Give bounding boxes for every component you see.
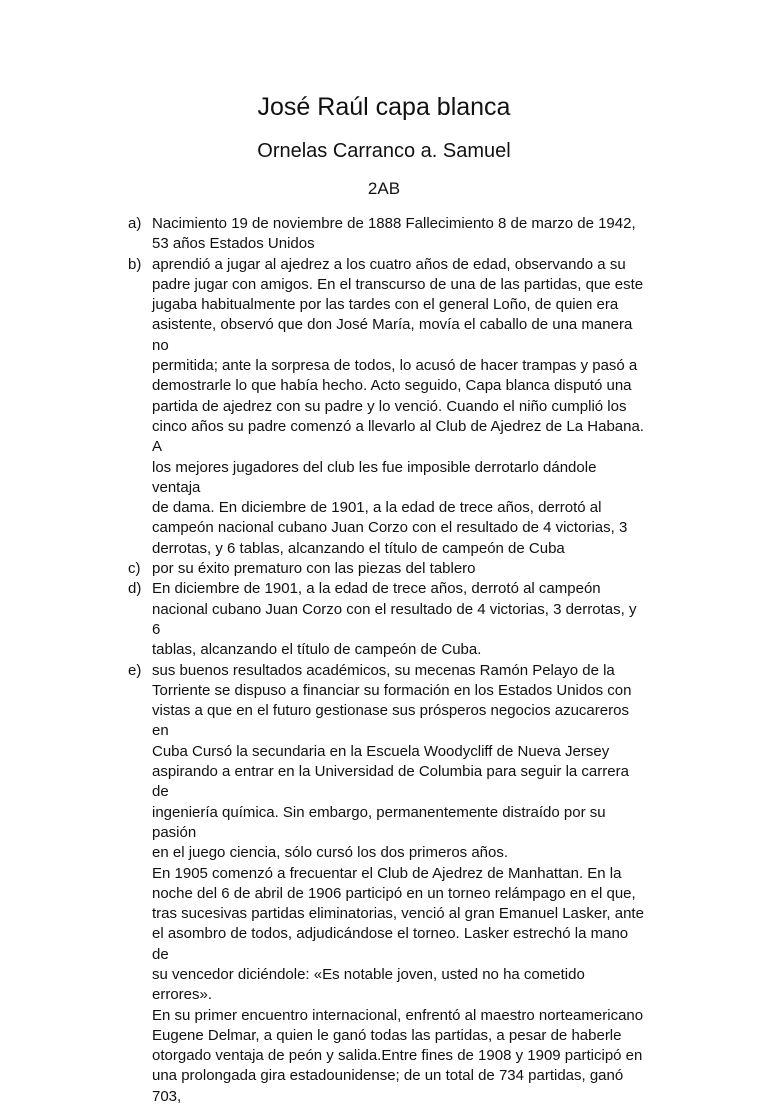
list-item-d [128,579,648,660]
list-item-b [128,255,648,559]
list-item-text: Nacimiento 19 de noviembre de 1888 Fallecimiento 8 de marzo de 1942, 53 años Estados Unidos [152,214,648,255]
document-group: 2AB [0,178,768,200]
list-item-text: por su éxito prematuro con las piezas del tablero [152,559,648,579]
answer-list [128,214,648,1107]
list-item-e [128,661,648,864]
list-item-text: aprendió a jugar al ajedrez a los cuatro años de edad, observando a su padre jugar con amigos. En el transcurso de una de las partidas, que este jugaba habitualmente por las tardes con el general Loño, de quien era asistente, observó que don José María, movía el caballo de una manera no permitida; ante la sorpresa de todos, lo acusó de hacer trampas y pasó a demostrarle lo que había hecho. Acto seguido, Capa blanca disputó una partida de ajedrez con su padre y lo venció. Cuando el niño cumplió los cinco años su padre comenzó a llevarlo al Club de Ajedrez de La Habana. A los mejores jugadores del club les fue imposible derrotarlo dándole ventaja de dama. En diciembre de 1901, a la edad de trece años, derrotó al campeón nacional cubano Juan Corzo con el resultado de 4 victorias, 3 derrotas, y 6 tablas, alcanzando el título de campeón de Cuba [152,255,648,559]
document-author: Ornelas Carranco a. Samuel [0,138,768,164]
list-item-text: En diciembre de 1901, a la edad de trece años, derrotó al campeón nacional cubano Juan Corzo con el resultado de 4 victorias, 3 derrotas, y 6 tablas, alcanzando el título de campeón de Cuba. [152,579,648,660]
list-marker: d) [128,579,152,599]
list-item-text: sus buenos resultados académicos, su mecenas Ramón Pelayo de la Torriente se dispuso a financiar su formación en los Estados Unidos con vistas a que en el futuro gestionase sus prósperos negocios azucareros en Cuba Cursó la secundaria en la Escuela Woodycliff de Nueva Jersey aspirando a entrar en la Universidad de Columbia para seguir la carrera de ingeniería química. Sin embargo, permanentemente distraído por su pasión en el juego ciencia, sólo cursó los dos primeros años. [152,661,648,864]
list-marker: a) [128,214,152,234]
list-marker: c) [128,559,152,579]
document-title: José Raúl capa blanca [0,92,768,122]
continuation-paragraph: En 1905 comenzó a frecuentar el Club de Ajedrez de Manhattan. En la noche del 6 de abril de 1906 participó en un torneo relámpago en el que, tras sucesivas partidas eliminatorias, venció al gran Emanuel Lasker, ante el asombro de todos, adjudicándose el torneo. Lasker estrechó la mano de su vencedor diciéndole: «Es notable joven, usted no ha cometido errores». En su primer encuentro internacional, enfrentó al maestro norteamericano Eugene Delmar, a quien le ganó todas las partidas, a pesar de haberle otorgado ventaja de peón y salida.Entre fines de 1908 y 1909 participó en una prolongada gira estadounidense; de un total de 734 partidas, ganó 703, [128,864,648,1107]
list-marker: e) [128,661,152,681]
list-item-a [128,214,648,255]
list-marker: b) [128,255,152,275]
list-item-c [128,559,648,579]
